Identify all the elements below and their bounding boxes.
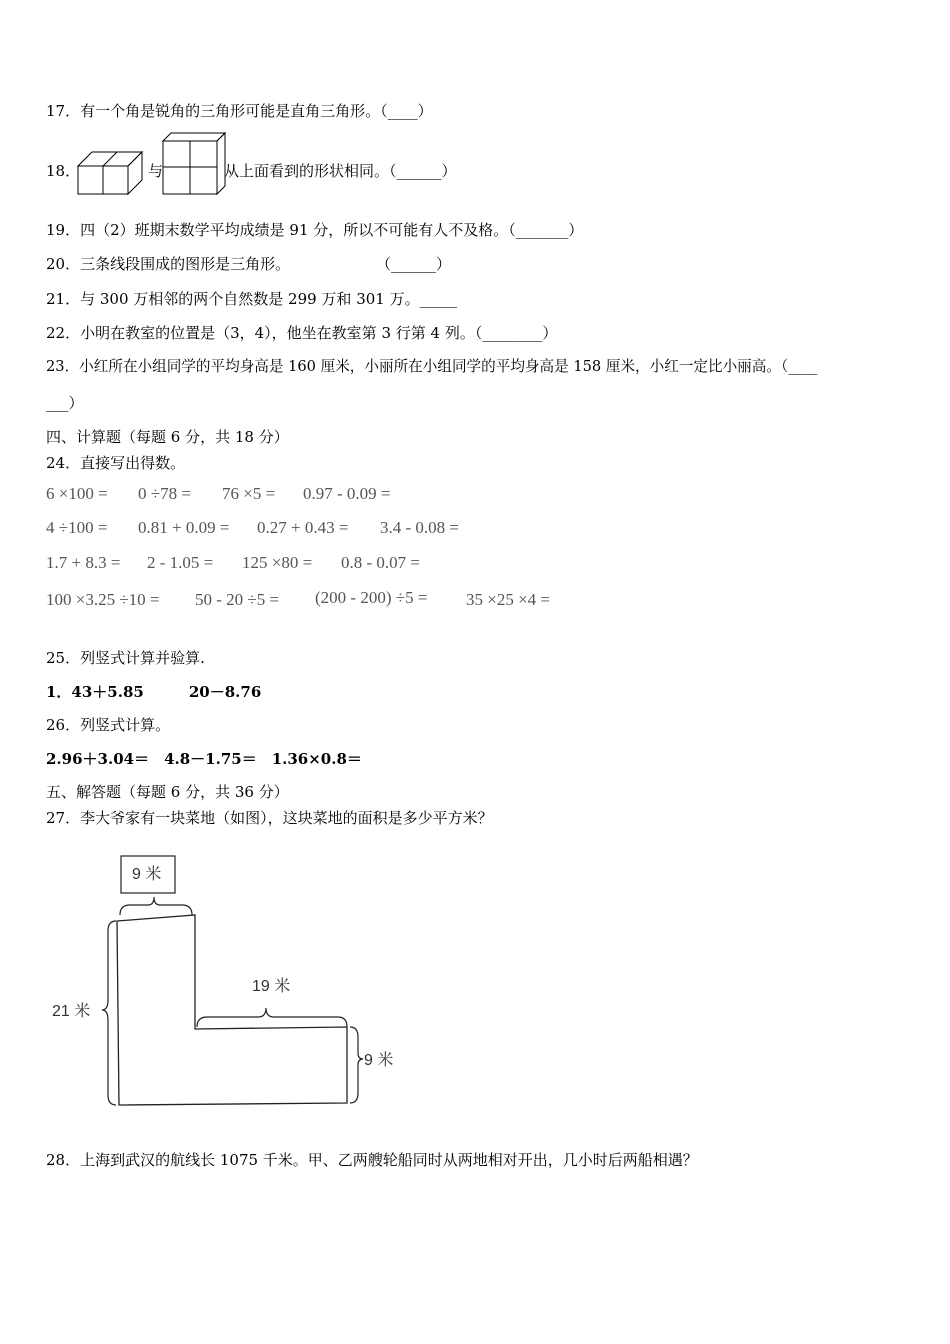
middle-dimension-label: 19 米 — [252, 978, 291, 995]
calc-item: 125 ×80 = — [242, 553, 313, 572]
calc-item: 0.81 + 0.09 = — [138, 518, 230, 537]
question-22: 22．小明在教室的位置是（3，4），他坐在教室第 3 行第 4 列。（________） — [46, 324, 558, 342]
question-18-number: 18． — [46, 162, 81, 180]
calc-item: 2 - 1.05 = — [147, 553, 214, 572]
right-dimension-label: 9 米 — [364, 1052, 394, 1069]
l-shape-outline — [117, 915, 347, 1105]
calc-item: 0.97 - 0.09 = — [303, 484, 391, 503]
vegetable-plot-figure — [40, 845, 420, 1120]
calc-item: 50 - 20 ÷5 = — [195, 590, 280, 609]
top-brace — [120, 897, 192, 915]
calc-item: 0.8 - 0.07 = — [341, 553, 420, 572]
left-brace — [102, 921, 116, 1105]
question-23-line2: ___） — [46, 394, 84, 412]
question-25-title: 25．列竖式计算并验算. — [46, 649, 205, 667]
section-5-heading: 五、解答题（每题 6 分，共 36 分） — [46, 783, 289, 801]
cube-figure-right — [163, 133, 225, 194]
question-28: 28．上海到武汉的航线长 1075 千米。甲、乙两艘轮船同时从两地相对开出，几小时后两船相遇？ — [46, 1151, 698, 1169]
question-27: 27．李大爷家有一块菜地（如图），这块菜地的面积是多少平方米？ — [46, 809, 493, 827]
calc-item: 3.4 - 0.08 = — [380, 518, 459, 537]
question-24-title: 24．直接写出得数。 — [46, 454, 186, 472]
left-dimension-label: 21 米 — [52, 1003, 91, 1020]
calc-item: 0.27 + 0.43 = — [257, 518, 349, 537]
section-4-heading: 四、计算题（每题 6 分，共 18 分） — [46, 428, 289, 446]
calc-item: 35 ×25 ×4 = — [466, 590, 551, 609]
question-25-items: 1．43＋5.85 20－8.76 — [46, 683, 262, 701]
calc-item: 1.7 + 8.3 = — [46, 553, 121, 572]
right-brace — [350, 1027, 363, 1103]
calc-item: 0 ÷78 = — [138, 484, 191, 503]
cube-figure-left — [78, 152, 142, 194]
calc-item: 6 ×100 = — [46, 484, 108, 503]
question-18-mid: 与 — [148, 162, 164, 180]
question-26-items: 2.96＋3.04＝ 4.8－1.75＝ 1.36×0.8＝ — [46, 750, 362, 768]
question-26-title: 26．列竖式计算。 — [46, 716, 171, 734]
middle-brace — [197, 1008, 347, 1027]
question-18-tail: 从上面看到的形状相同。（______） — [224, 162, 457, 180]
calc-item: (200 - 200) ÷5 = — [315, 588, 428, 607]
calc-item: 4 ÷100 = — [46, 518, 108, 537]
calc-item: 76 ×5 = — [222, 484, 276, 503]
question-23-line1: 23．小红所在小组同学的平均身高是 160 厘米，小丽所在小组同学的平均身高是 158 厘米，小红一定比小丽高。（____ — [46, 358, 818, 375]
question-17: 17．有一个角是锐角的三角形可能是直角三角形。（____） — [46, 102, 433, 120]
question-20-blank: （______） — [376, 255, 452, 273]
top-dimension-label: 9 米 — [132, 866, 162, 883]
question-19: 19．四（2）班期末数学平均成绩是 91 分，所以不可能有人不及格。（_______） — [46, 221, 584, 239]
calc-item: 100 ×3.25 ÷10 = — [46, 590, 160, 609]
question-21: 21．与 300 万相邻的两个自然数是 299 万和 301 万。_____ — [46, 290, 458, 308]
question-20: 20．三条线段围成的图形是三角形。 — [46, 255, 291, 273]
